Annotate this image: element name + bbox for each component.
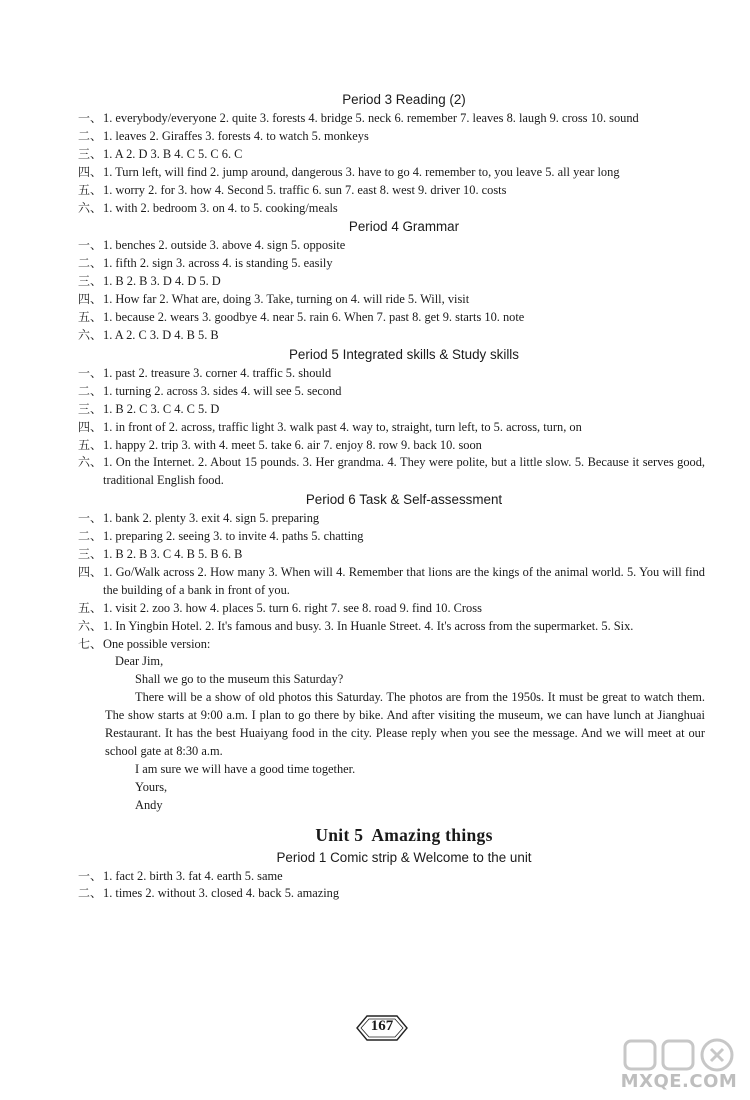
watermark-logo: [615, 1035, 743, 1097]
answer-text: 1. preparing 2. seeing 3. to invite 4. paths 5. chatting: [103, 529, 364, 544]
unit-title: Amazing things: [371, 824, 493, 845]
letter-signature: Andy: [135, 797, 163, 812]
section-unit5-period-1: [78, 849, 705, 904]
question-number: 四、: [78, 292, 103, 307]
letter-signoff: Yours,: [135, 779, 168, 794]
answer-line: [78, 182, 705, 200]
answer-line: [78, 885, 705, 903]
question-number: 一、: [78, 511, 103, 526]
answer-text: 1. because 2. wears 3. goodbye 4. near 5. rain 6. When 7. past 8. get 9. starts 10. note: [103, 310, 525, 325]
answer-text: 1. B 2. B 3. C 4. B 5. B 6. B: [103, 547, 243, 562]
answer-text: 1. bank 2. plenty 3. exit 4. sign 5. preparing: [103, 511, 320, 526]
answer-line: [78, 401, 705, 419]
answer-text: 1. turning 2. across 3. sides 4. will see 5. second: [103, 383, 342, 398]
answer-line: [78, 327, 705, 345]
question-number: 三、: [78, 274, 103, 289]
answer-line: [78, 128, 705, 146]
section-title: Period 5 Integrated skills & Study skills: [289, 346, 519, 362]
page-number-badge: [355, 1013, 409, 1043]
answer-line: [78, 564, 705, 600]
answer-text: 1. Go/Walk across 2. How many 3. When will 4. Remember that lions are the kings of the animal world. 5. You will find the building of a bank in front of you.: [103, 564, 705, 597]
question-number: 六、: [78, 455, 103, 470]
answer-line: [78, 237, 705, 255]
answer-text: 1. A 2. D 3. B 4. C 5. C 6. C: [103, 146, 243, 161]
letter-closing-line: I am sure we will have a good time together.: [135, 761, 356, 776]
answer-text: 1. A 2. C 3. D 4. B 5. B: [103, 327, 219, 342]
answer-text: 1. in front of 2. across, traffic light 3. walk past 4. way to, straight, turn left, to 5. across, turn, on: [103, 419, 582, 434]
answer-text: 1. On the Internet. 2. About 15 pounds. 3. Her grandma. 4. They were polite, but a little slow. 5. Because it serves good, traditional English food.: [103, 455, 705, 488]
watermark-emblem-icon: [615, 1035, 743, 1075]
question-number: 一、: [78, 111, 103, 125]
section-period-5: [78, 346, 705, 490]
section-title: Period 1 Comic strip & Welcome to the unit: [276, 849, 532, 865]
question-number: 二、: [78, 256, 103, 271]
answer-text: 1. In Yingbin Hotel. 2. It's famous and busy. 3. In Huanle Street. 4. It's across from the supermarket. 5. Six.: [103, 618, 634, 633]
question-number: 一、: [78, 238, 103, 253]
unit-heading: [103, 824, 705, 845]
answer-line: [78, 309, 705, 327]
answer-line: [78, 454, 705, 490]
answer-line: [78, 600, 705, 618]
section-title: Period 6 Task & Self-assessment: [305, 492, 503, 508]
answer-line: [78, 255, 705, 273]
question-number: 六、: [78, 618, 103, 633]
answer-text: 1. How far 2. What are, doing 3. Take, turning on 4. will ride 5. Will, visit: [103, 292, 470, 307]
question-number: 五、: [78, 600, 103, 615]
answer-text: 1. B 2. B 3. D 4. D 5. D: [103, 274, 221, 289]
answer-text: 1. benches 2. outside 3. above 4. sign 5. opposite: [103, 238, 346, 253]
answer-text: 1. worry 2. for 3. how 4. Second 5. traffic 6. sun 7. east 8. west 9. driver 10. costs: [103, 182, 507, 197]
answer-line: [78, 200, 705, 218]
watermark-text: MXQE.COM: [620, 1071, 738, 1092]
answer-line: [78, 437, 705, 455]
answer-line: [78, 618, 705, 636]
writing-intro: One possible version:: [103, 636, 211, 651]
section-title: Period 4 Grammar: [348, 219, 460, 235]
answer-line: [78, 110, 705, 128]
answer-line: [78, 546, 705, 564]
answer-text: 1. with 2. bedroom 3. on 4. to 5. cooking/meals: [103, 200, 338, 215]
question-number: 五、: [78, 182, 103, 197]
section-period-3: [78, 91, 705, 217]
answer-text: 1. B 2. C 3. C 4. C 5. D: [103, 401, 220, 416]
answer-line: [78, 868, 705, 886]
answer-line: [78, 383, 705, 401]
letter-question: Shall we go to the museum this Saturday?: [135, 672, 344, 687]
question-number: 六、: [78, 327, 103, 342]
section-period-6: [78, 491, 705, 814]
unit-label: Unit 5: [315, 824, 364, 845]
answer-text: 1. leaves 2. Giraffes 3. forests 4. to watch 5. monkeys: [103, 128, 369, 143]
answer-content: [78, 90, 705, 903]
answer-text: 1. Turn left, will find 2. jump around, dangerous 3. have to go 4. remember to, you leave 5. all year long: [103, 164, 620, 179]
question-number: 五、: [78, 437, 103, 452]
answer-text: 1. fifth 2. sign 3. across 4. is standing 5. easily: [103, 256, 333, 271]
question-number: 五、: [78, 310, 103, 325]
answer-text: 1. everybody/everyone 2. quite 3. forests 4. bridge 5. neck 6. remember 7. leaves 8. laugh 9. cross 10. sound: [103, 111, 639, 125]
answer-line: [78, 164, 705, 182]
question-number: 六、: [78, 200, 103, 215]
section-period-4: [78, 218, 705, 344]
question-number: 三、: [78, 146, 103, 161]
answer-text: 1. fact 2. birth 3. fat 4. earth 5. same: [103, 868, 283, 883]
answer-line: [78, 291, 705, 309]
question-number: 二、: [78, 886, 103, 901]
question-number: 七、: [78, 636, 103, 651]
writing-answer: [78, 636, 705, 815]
page-number: 167: [370, 1018, 394, 1034]
question-number: 四、: [78, 419, 103, 434]
answer-text: 1. times 2. without 3. closed 4. back 5. amazing: [103, 886, 340, 901]
section-title: Period 3 Reading (2): [342, 92, 466, 107]
question-number: 三、: [78, 401, 103, 416]
answer-line: [78, 419, 705, 437]
question-number: 一、: [78, 365, 103, 380]
answer-text: 1. past 2. treasure 3. corner 4. traffic 5. should: [103, 365, 332, 380]
question-number: 二、: [78, 128, 103, 143]
question-number: 四、: [78, 564, 103, 579]
letter-body: There will be a show of old photos this Saturday. The photos are from the 1950s. It must be great to watch them. The show starts at 9:00 a.m. I plan to go there by bike. And after visiting the museum, we can have lunch at Jianghuai Restaurant. It has the best Huaiyang food in the city. Please reply when you see the message. And we will meet at our school gate at 8:30 a.m.: [105, 690, 705, 758]
question-number: 二、: [78, 383, 103, 398]
answer-line: [78, 365, 705, 383]
answer-line: [78, 528, 705, 546]
question-number: 四、: [78, 164, 103, 179]
question-number: 二、: [78, 529, 103, 544]
question-number: 三、: [78, 547, 103, 562]
answer-text: 1. visit 2. zoo 3. how 4. places 5. turn 6. right 7. see 8. road 9. find 10. Cross: [103, 600, 482, 615]
answer-line: [78, 510, 705, 528]
letter-greeting: Dear Jim,: [115, 654, 164, 669]
answer-line: [78, 273, 705, 291]
answer-text: 1. happy 2. trip 3. with 4. meet 5. take 6. air 7. enjoy 8. row 9. back 10. soon: [103, 437, 482, 452]
question-number: 一、: [78, 868, 103, 883]
answer-line: [78, 146, 705, 164]
